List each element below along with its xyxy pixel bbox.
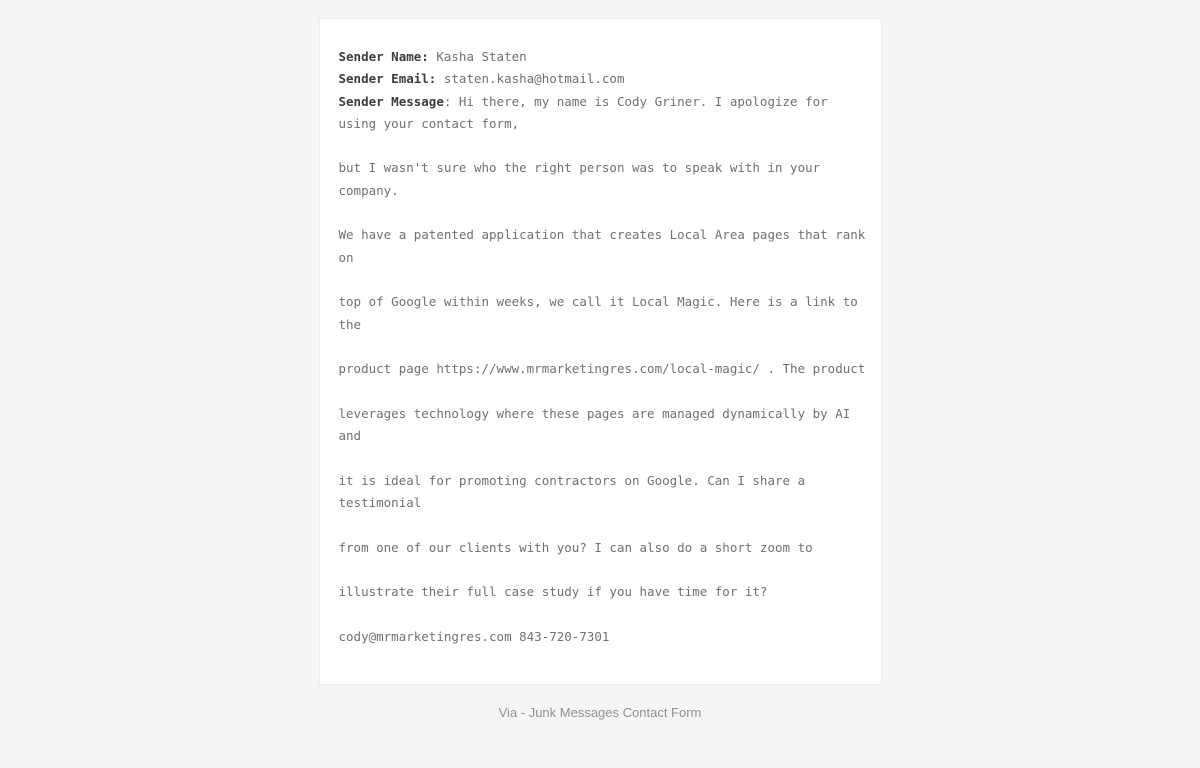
message-paragraph: We have a patented application that creates Local Area pages that rank on xyxy=(338,227,866,265)
page-background xyxy=(0,18,1200,720)
via-contact-form-caption: Via - Junk Messages Contact Form xyxy=(498,705,702,721)
field-row-sender-name xyxy=(339,46,867,68)
message-paragraph: leverages technology where these pages are managed dynamically by AI and xyxy=(338,405,851,444)
field-row-sender-email xyxy=(339,68,867,90)
sender-message-label: Sender Message xyxy=(338,93,444,109)
field-row-sender-message xyxy=(339,91,867,136)
message-paragraph: product page https://www.mrmarketingres.com/local-magic/ . The product xyxy=(338,361,866,377)
message-paragraph: from one of our clients with you? I can also do a short zoom to xyxy=(338,539,813,555)
sender-email-value: staten.kasha@hotmail.com xyxy=(436,71,625,87)
message-card xyxy=(319,18,882,685)
sender-message-value: : Hi there, my name is Cody Griner. I apologize for using your contact form, xyxy=(338,93,828,131)
sender-name-value: Kasha Staten xyxy=(428,49,527,64)
sender-name-label: Sender Name: xyxy=(338,49,429,64)
message-paragraph: top of Google within weeks, we call it Local Magic. Here is a link to the xyxy=(338,294,858,332)
message-paragraph: illustrate their full case study if you have time for it? xyxy=(338,584,768,600)
message-paragraph: but I wasn't sure who the right person was to speak with in your company. xyxy=(338,160,821,198)
message-paragraph: it is ideal for promoting contractors on Google. Can I share a testimonial xyxy=(338,472,806,510)
sender-email-label: Sender Email: xyxy=(338,71,437,87)
message-paragraph: cody@mrmarketingres.com 843-720-7301 xyxy=(338,628,610,644)
